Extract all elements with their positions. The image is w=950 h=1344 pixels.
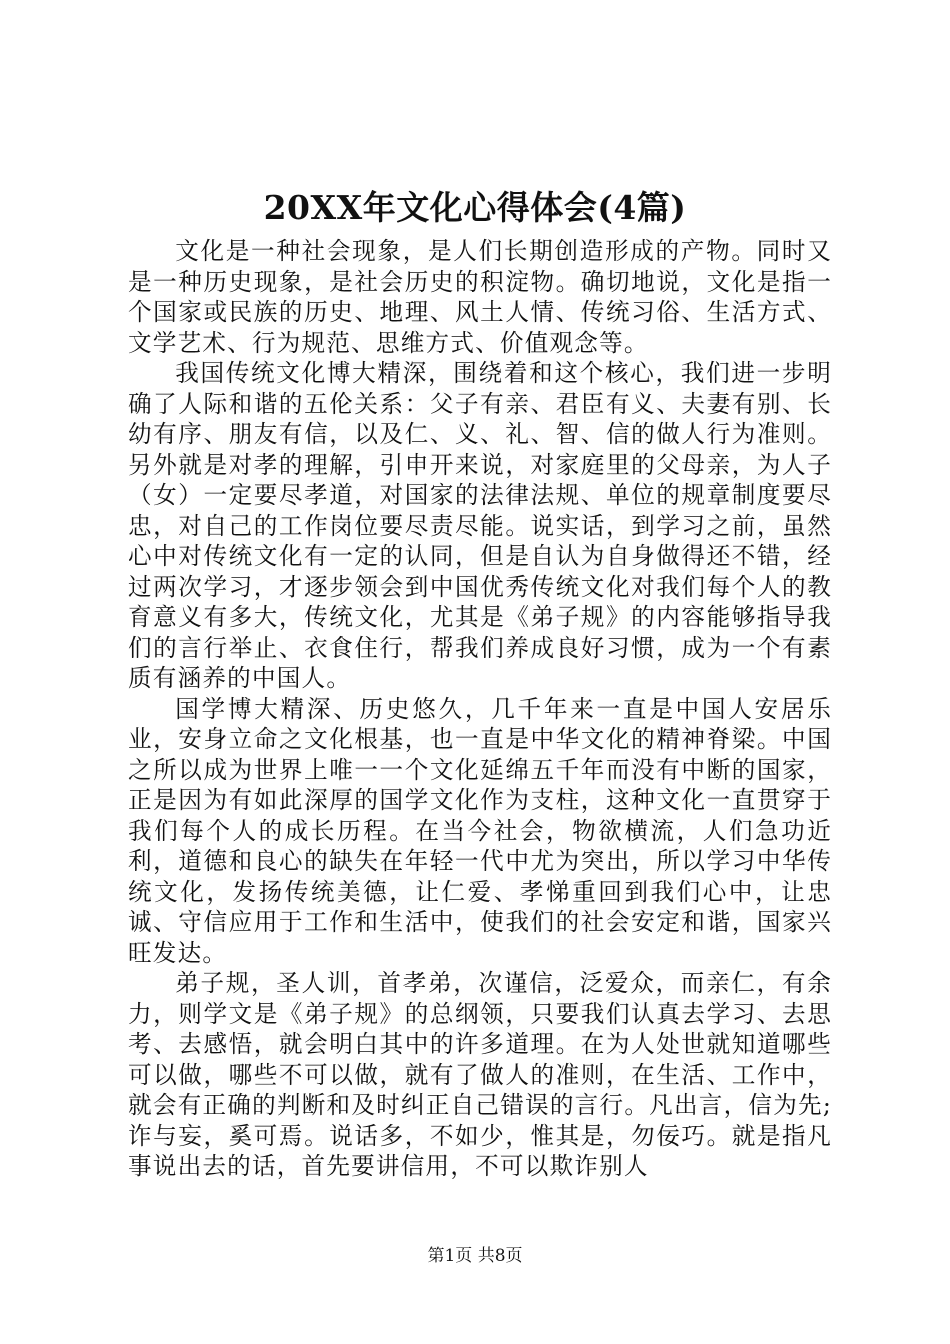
document-body xyxy=(128,236,832,1182)
paragraph-1: 文化是一种社会现象，是人们长期创造形成的产物。同时又是一种历史现象，是社会历史的积淀物。确切地说，文化是指一个国家或民族的历史、地理、风土人情、传统习俗、生活方式、文学艺术、行为规范、思维方式、价值观念等。 xyxy=(128,237,832,357)
paragraph-4: 弟子规，圣人训，首孝弟，次谨信，泛爱众，而亲仁，有余力，则学文是《弟子规》的总纲领，只要我们认真去学习、去思考、去感悟，就会明白其中的许多道理。在为人处世就知道哪些可以做，哪些不可以做，就有了做人的准则，在生活、工作中，就会有正确的判断和及时纠正自己错误的言行。凡出言，信为先;诈与妄，奚可焉。说话多，不如少，惟其是，勿佞巧。就是指凡事说出去的话，首先要讲信用，不可以欺诈别人 xyxy=(128,969,832,1180)
page-footer: 第1页 共8页 xyxy=(427,1246,523,1266)
document-title: 20XX年文化心得体会(4篇) xyxy=(263,188,687,227)
paragraph-3: 国学博大精深、历史悠久，几千年来一直是中国人安居乐业，安身立命之文化根基，也一直是中华文化的精神脊梁。中国之所以成为世界上唯一一个文化延绵五千年而没有中断的国家，正是因为有如此深厚的国学文化作为支柱，这种文化一直贯穿于我们每个人的成长历程。在当今社会，物欲横流，人们急功近利，道德和良心的缺失在年轻一代中尤为突出，所以学习中华传统文化，发扬传统美德，让仁爱、孝悌重回到我们心中，让忠诚、守信应用于工作和生活中，使我们的社会安定和谐，国家兴旺发达。 xyxy=(128,694,832,967)
paragraph-2: 我国传统文化博大精深，围绕着和这个核心，我们进一步明确了人际和谐的五伦关系：父子有亲、君臣有义、夫妻有别、长幼有序、朋友有信，以及仁、义、礼、智、信的做人行为准则。另外就是对孝的理解，引申开来说，对家庭里的父母亲，为人子（女）一定要尽孝道，对国家的法律法规、单位的规章制度要尽忠，对自己的工作岗位要尽责尽能。说实话，到学习之前，虽然心中对传统文化有一定的认同，但是自认为自身做得还不错，经过两次学习，才逐步领会到中国优秀传统文化对我们每个人的教育意义有多大，传统文化，尤其是《弟子规》的内容能够指导我们的言行举止、衣食住行，帮我们养成良好习惯，成为一个有素质有涵养的中国人。 xyxy=(128,359,832,692)
